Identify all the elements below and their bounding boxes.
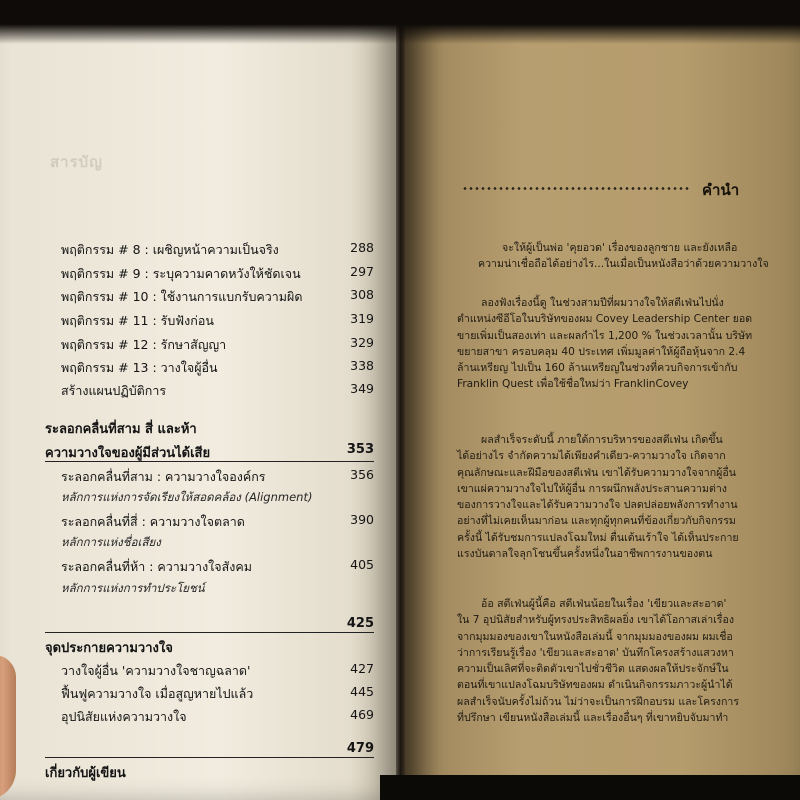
toc-entry-page: 405: [350, 557, 374, 572]
toc-entry-page: 353: [346, 442, 374, 457]
paragraph: [457, 432, 739, 562]
text-line: อย่างที่ไม่เคยเห็นมาก่อน และทุกผู้ทุกคนที่ข้องเกี่ยวกับกิจกรรม: [457, 515, 736, 528]
text-line: ความน่าเชื่อถือได้อย่างไร...ในเมื่อเป็นหนังสือว่าด้วยความวางใจ: [478, 258, 769, 271]
toc-entry-label: พฤติกรรม # 8 : เผชิญหน้าความเป็นจริง: [61, 242, 279, 257]
toc-entry-page: 445: [350, 684, 374, 699]
text-line: ล้านเหรียญ ไปเป็น 160 ล้านเหรียญในช่วงที่ควบกิจการเข้ากับ: [457, 362, 738, 375]
toc-section-rule: [45, 632, 374, 633]
toc-entry-label: เกี่ยวกับผู้เขียน: [45, 766, 126, 781]
text-line: แรงบันดาลใจลุกโชนขึ้นครั้งหนึ่งในอาชีพการงานของตน: [457, 548, 713, 561]
toc-entry-label: จุดประกายความวางใจ: [45, 641, 173, 656]
toc-entry-label: พฤติกรรม # 12 : รักษาสัญญา: [61, 337, 227, 352]
table-of-contents: [0, 0, 398, 800]
toc-entry-page: 288: [350, 240, 374, 255]
toc-entry-page: 297: [350, 264, 374, 279]
toc-entry-label: ระลอกคลื่นที่สาม : ความวางใจองค์กร: [61, 469, 266, 484]
text-line: ขายเพิ่มเป็นสองเท่า และผลกำไร 1,200 % ในช่วงเวลานั้น บริษัท: [457, 329, 753, 342]
toc-entry-label: พฤติกรรม # 13 : วางใจผู้อื่น: [61, 360, 218, 375]
text-line: ว่าการเรียนรู้เรื่อง 'เขียวและสะอาด' บันทึกโครงสร้างแสวงหา: [457, 646, 734, 659]
paragraph: [457, 596, 739, 726]
text-line: ได้อย่างไร จำกัดความได้เพียงคำเดียว-ความวางใจ เกิดจาก: [457, 450, 726, 463]
text-line: Franklin Quest เพื่อใช้ชื่อใหม่ว่า FranklinCovey: [457, 378, 689, 391]
text-line: ที่ปรึกษา เขียนหนังสือเล่มนี้ และเรื่องอื่นๆ ที่เขาหยิบจับมาทำ: [457, 712, 729, 725]
page-heading: คำนำ: [702, 181, 740, 199]
toc-entry-label: ฟื้นฟูความวางใจ เมื่อสูญหายไปแล้ว: [61, 686, 254, 701]
toc-entry-label: พฤติกรรม # 11 : รับฟังก่อน: [61, 313, 214, 328]
ghost-heading-showthrough: สารบัญ: [50, 153, 103, 171]
toc-entry-label: หลักการแห่งการจัดเรียงให้สอดคล้อง (Alignment): [61, 490, 313, 504]
toc-entry-label: ความวางใจของผู้มีส่วนได้เสีย: [45, 446, 211, 461]
text-line: คุณลักษณะและฝีมือของสตีเฟ่น เขาได้รับความวางใจจากผู้อื่น: [457, 466, 736, 479]
text-line: ตำแหน่งซีอีโอในบริษัทของผม Covey Leadership Center ยอด: [457, 313, 753, 326]
reader-thumb: [0, 655, 16, 800]
text-line: ผลสำเร็จนับครั้งไม่ถ้วน ไม่ว่าจะเป็นการฝึกอบรม และโครงการ: [457, 695, 740, 708]
toc-entry-label: วางใจผู้อื่น 'ความวางใจชาญฉลาด': [61, 663, 251, 678]
toc-entry-label: ระลอกคลื่นที่สี่ : ความวางใจตลาด: [61, 514, 245, 529]
toc-entry-page: 425: [346, 616, 374, 631]
toc-entry-page: 479: [346, 741, 374, 756]
toc-entry-page: 329: [350, 335, 374, 350]
text-line: ครั้งนี้ ได้รับชมการแปลงโฉมใหม่ ตื่นเต้นเร้าใจ ได้เห็นประกาย: [457, 531, 739, 544]
paragraph: [478, 240, 769, 273]
toc-entry-label: ระลอกคลื่นที่ห้า : ความวางใจสังคม: [61, 559, 252, 574]
toc-entry-label: อุปนิสัยแห่งความวางใจ: [61, 709, 187, 724]
text-line: ของการวางใจและได้รับความวางใจ ปลดปล่อยพลังการทำงาน: [457, 499, 738, 512]
toc-entry-label: หลักการแห่งการทำประโยชน์: [61, 581, 205, 595]
toc-entry-page: 390: [350, 512, 374, 527]
text-line: เขาแผ่ความวางใจไปให้ผู้อื่น การผนึกพลังประสานความต่าง: [457, 482, 727, 495]
text-line: ตอนที่เขาแปลงโฉมบริษัทของผม ดำเนินกิจกรรมภาวะผู้นำได้: [457, 679, 733, 692]
toc-entry-page: 338: [350, 358, 374, 373]
toc-entry-page: 349: [350, 381, 374, 396]
heading-dotted-rule: [462, 187, 690, 190]
toc-entry-label: พฤติกรรม # 9 : ระบุความคาดหวังให้ชัดเจน: [61, 266, 301, 281]
toc-section-rule: [45, 757, 374, 758]
toc-entry-label: สร้างแผนปฏิบัติการ: [61, 383, 167, 398]
bottom-dark-background: [380, 775, 800, 800]
toc-entry-page: 308: [350, 287, 374, 302]
toc-entry-page: 319: [350, 311, 374, 326]
toc-entry-label: หลักการแห่งชื่อเสียง: [61, 535, 161, 549]
toc-entry-page: 427: [350, 661, 374, 676]
paragraph: [457, 295, 752, 393]
text-line: จะให้ผู้เป็นพ่อ 'คุยอวด' เรื่องของลูกชาย และยังเหลือ: [502, 242, 738, 254]
text-line: ความเป็นเลิศที่จะติดตัวเขาไปชั่วชีวิต แสดงผลให้ประจักษ์ใน: [457, 663, 729, 676]
text-line: ใน 7 อุปนิสัยสำหรับผู้ทรงประสิทธิผลยิ่ง เขาได้โอกาสเล่าเรื่อง: [457, 614, 735, 627]
text-line: จากมุมมองของเขาในหนังสือเล่มนี้ จากมุมมองของผม ผมเชื่อ: [457, 630, 733, 643]
toc-entry-label: พฤติกรรม # 10 : ใช้งานการแบกรับความผิด: [61, 289, 303, 304]
toc-entry-page: 469: [350, 707, 374, 722]
toc-entry-page: 356: [350, 467, 374, 482]
text-line: ลองฟังเรื่องนี้ดู ในช่วงสามปีที่ผมวางใจให้สตีเฟ่นไปนั่ง: [481, 297, 724, 309]
text-line: ผลสำเร็จระดับนี้ ภายใต้การบริหารของสตีเฟ่น เกิดขึ้น: [481, 434, 723, 446]
text-line: อ้อ สตีเฟ่นผู้นี้คือ สตีเฟ่นน้อยในเรื่อง 'เขียวและสะอาด': [481, 598, 727, 610]
toc-section-underline: [45, 461, 374, 462]
toc-entry-label: ระลอกคลื่นที่สาม สี่ และห้า: [45, 422, 197, 437]
text-line: ขยายสาขา ครอบคลุม 40 ประเทศ เพิ่มมูลค่าให้ผู้ถือหุ้นจาก 2.4: [457, 345, 746, 358]
